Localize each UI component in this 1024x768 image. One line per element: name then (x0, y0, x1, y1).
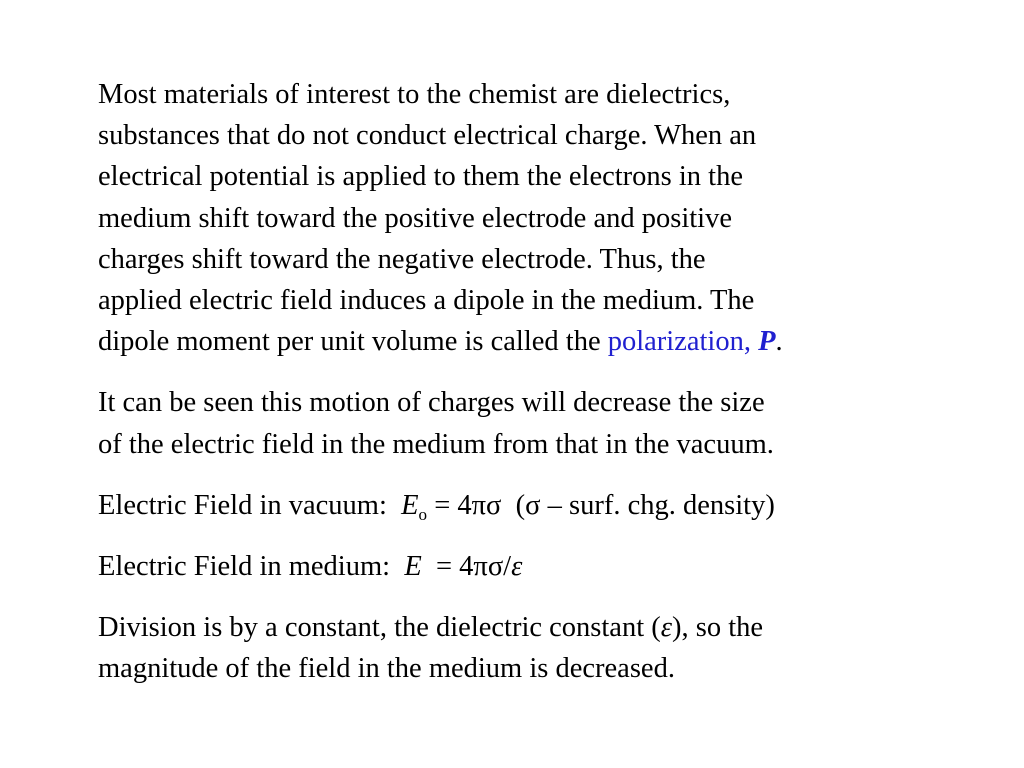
text-line: medium shift toward the positive electrode and positive (98, 202, 732, 234)
field-variable: E (404, 551, 422, 583)
paragraph-division (98, 607, 938, 689)
equation-rhs: = 4πσ (σ – surf. chg. density) (427, 489, 775, 521)
slide-content (98, 74, 938, 710)
equation-label: Electric Field in vacuum: (98, 489, 402, 521)
text-line: charges shift toward the negative electrode. Thus, the (98, 243, 706, 275)
field-variable: E (401, 489, 419, 521)
paragraph-dielectrics (98, 74, 938, 362)
text-line: substances that do not conduct electrical charge. When an (98, 120, 757, 152)
field-subscript: o (418, 504, 428, 524)
equation-vacuum (98, 485, 938, 526)
epsilon-symbol: ε (511, 551, 523, 583)
equation-medium (98, 546, 938, 587)
equation-label: Electric Field in medium: (98, 551, 405, 583)
polarization-symbol: P (758, 326, 776, 358)
text-line: magnitude of the field in the medium is decreased. (98, 653, 675, 685)
text-line: dipole moment per unit volume is called the (98, 326, 608, 358)
equation-rhs: = 4πσ/ (421, 551, 512, 583)
text-line: of the electric field in the medium from that in the vacuum. (98, 428, 774, 460)
period: . (775, 326, 783, 358)
text-line: Division is by a constant, the dielectric constant ( (98, 612, 661, 644)
polarization-term: polarization, (607, 326, 759, 358)
text-line: electrical potential is applied to them the electrons in the (98, 161, 743, 193)
text-line: Most materials of interest to the chemist are dielectrics, (98, 79, 731, 110)
epsilon-symbol: ε (660, 612, 672, 644)
text-line: applied electric field induces a dipole in the medium. The (98, 285, 755, 317)
text-line: It can be seen this motion of charges will decrease the size (98, 387, 765, 419)
text-line: ), so the (671, 612, 764, 644)
paragraph-field-decrease (98, 382, 938, 464)
